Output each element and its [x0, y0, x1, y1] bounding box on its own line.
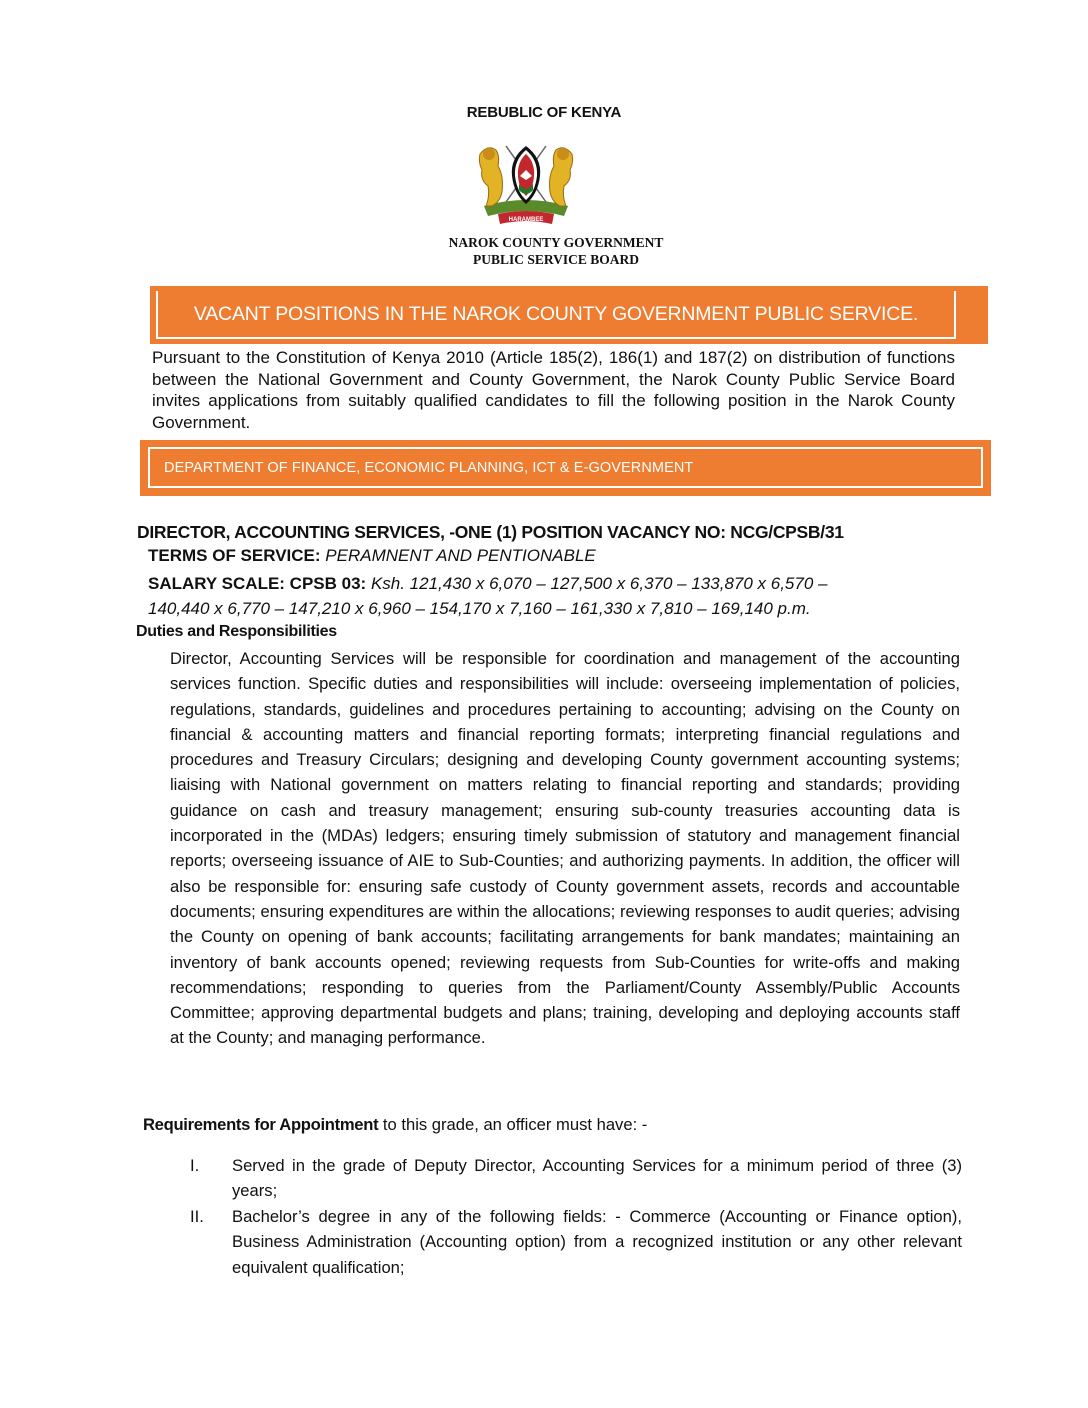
salary-scale — [148, 574, 827, 594]
kenya-coat-of-arms-icon — [470, 136, 582, 228]
vacancies-banner-title: VACANT POSITIONS IN THE NAROK COUNTY GOVERNMENT PUBLIC SERVICE. — [193, 302, 919, 325]
coat-of-arms-motto: HARAMBEE — [508, 217, 544, 223]
requirement-item — [190, 1204, 962, 1280]
requirements-intro-text: to this grade, an officer must have: - — [378, 1115, 648, 1134]
terms-value: PERAMNENT AND PENTIONABLE — [325, 546, 596, 565]
intro-paragraph: Pursuant to the Constitution of Kenya 2010 (Article 185(2), 186(1) and 187(2) on distribution of functions between the National Government and County Government, the Narok County Public Service Board invites applications from suitably qualified candidates to fill the following position in the Narok County Government. — [152, 348, 955, 432]
duties-paragraph: Director, Accounting Services will be responsible for coordination and management of the accounting services function. Specific duties and responsibilities will include: overseeing implementation of policies, regulations, standards, guidelines and procedures pertaining to accounting; advising on the County on financial & accounting matters and financial reporting formats; interpreting financial regulations and procedures and Treasury Circulars; designing and developing County government accounting systems; liaising with National government on matters relating to financial reporting and standards; providing guidance on cash and treasury management; ensuring sub-county treasuries accounting data is incorporated in the (MDAs) ledgers; ensuring timely submission of statutory and management financial reports; overseeing issuance of AIE to Sub-Counties; and authorizing payments. In addition, the officer will also be responsible for: ensuring safe custody of County government assets, records and accountable documents; ensuring expenditures are within the allocations; reviewing responses to audit queries; advising the County on opening of bank accounts; facilitating arrangements for bank mandates; maintaining an inventory of bank accounts opened; reviewing requests from Sub-Counties for write-offs and making recommendations; responding to queries from the Parliament/County Assembly/Public Accounts Committee; approving departmental budgets and plans; training, developing and deploying accounts staff at the County; and managing performance. — [170, 649, 960, 1048]
requirement-number: II. — [190, 1207, 204, 1226]
republic-heading: REBUBLIC OF KENYA — [466, 104, 622, 121]
terms-of-service — [148, 546, 596, 566]
position-title: DIRECTOR, ACCOUNTING SERVICES, -ONE (1) POSITION VACANCY NO: NCG/CPSB/31 — [137, 522, 844, 542]
vacancies-banner-inner — [156, 291, 956, 339]
department-banner-inner — [148, 447, 983, 488]
requirement-number: I. — [190, 1156, 200, 1175]
government-name-block — [0, 234, 1088, 268]
county-government-name: NAROK COUNTY GOVERNMENT — [448, 235, 664, 250]
department-banner — [140, 440, 991, 496]
requirements-intro — [143, 1115, 647, 1135]
salary-line-2: 140,440 x 6,770 – 147,210 x 6,960 – 154,170 x 7,160 – 161,330 x 7,810 – 169,140 p.m. — [148, 599, 811, 618]
requirement-text: Bachelor’s degree in any of the following fields: - Commerce (Accounting or Finance option), Business Administration (Accounting option) from a recognized institution or any other relevant equivalent qualification; — [232, 1207, 962, 1277]
public-service-board-name: PUBLIC SERVICE BOARD — [472, 252, 640, 267]
salary-line-1: Ksh. 121,430 x 6,070 – 127,500 x 6,370 – 133,870 x 6,570 – — [370, 574, 828, 593]
terms-label: TERMS OF SERVICE: — [148, 546, 321, 565]
department-name: DEPARTMENT OF FINANCE, ECONOMIC PLANNING, ICT & E-GOVERNMENT — [164, 459, 694, 476]
vacancies-banner — [150, 286, 988, 344]
requirement-item — [190, 1153, 962, 1204]
salary-label: SALARY SCALE: CPSB 03: — [148, 574, 367, 593]
duties-heading: Duties and Responsibilities — [136, 623, 337, 640]
requirement-text: Served in the grade of Deputy Director, Accounting Services for a minimum period of three (3) years; — [232, 1156, 962, 1201]
requirements-heading: Requirements for Appointment — [143, 1115, 379, 1134]
